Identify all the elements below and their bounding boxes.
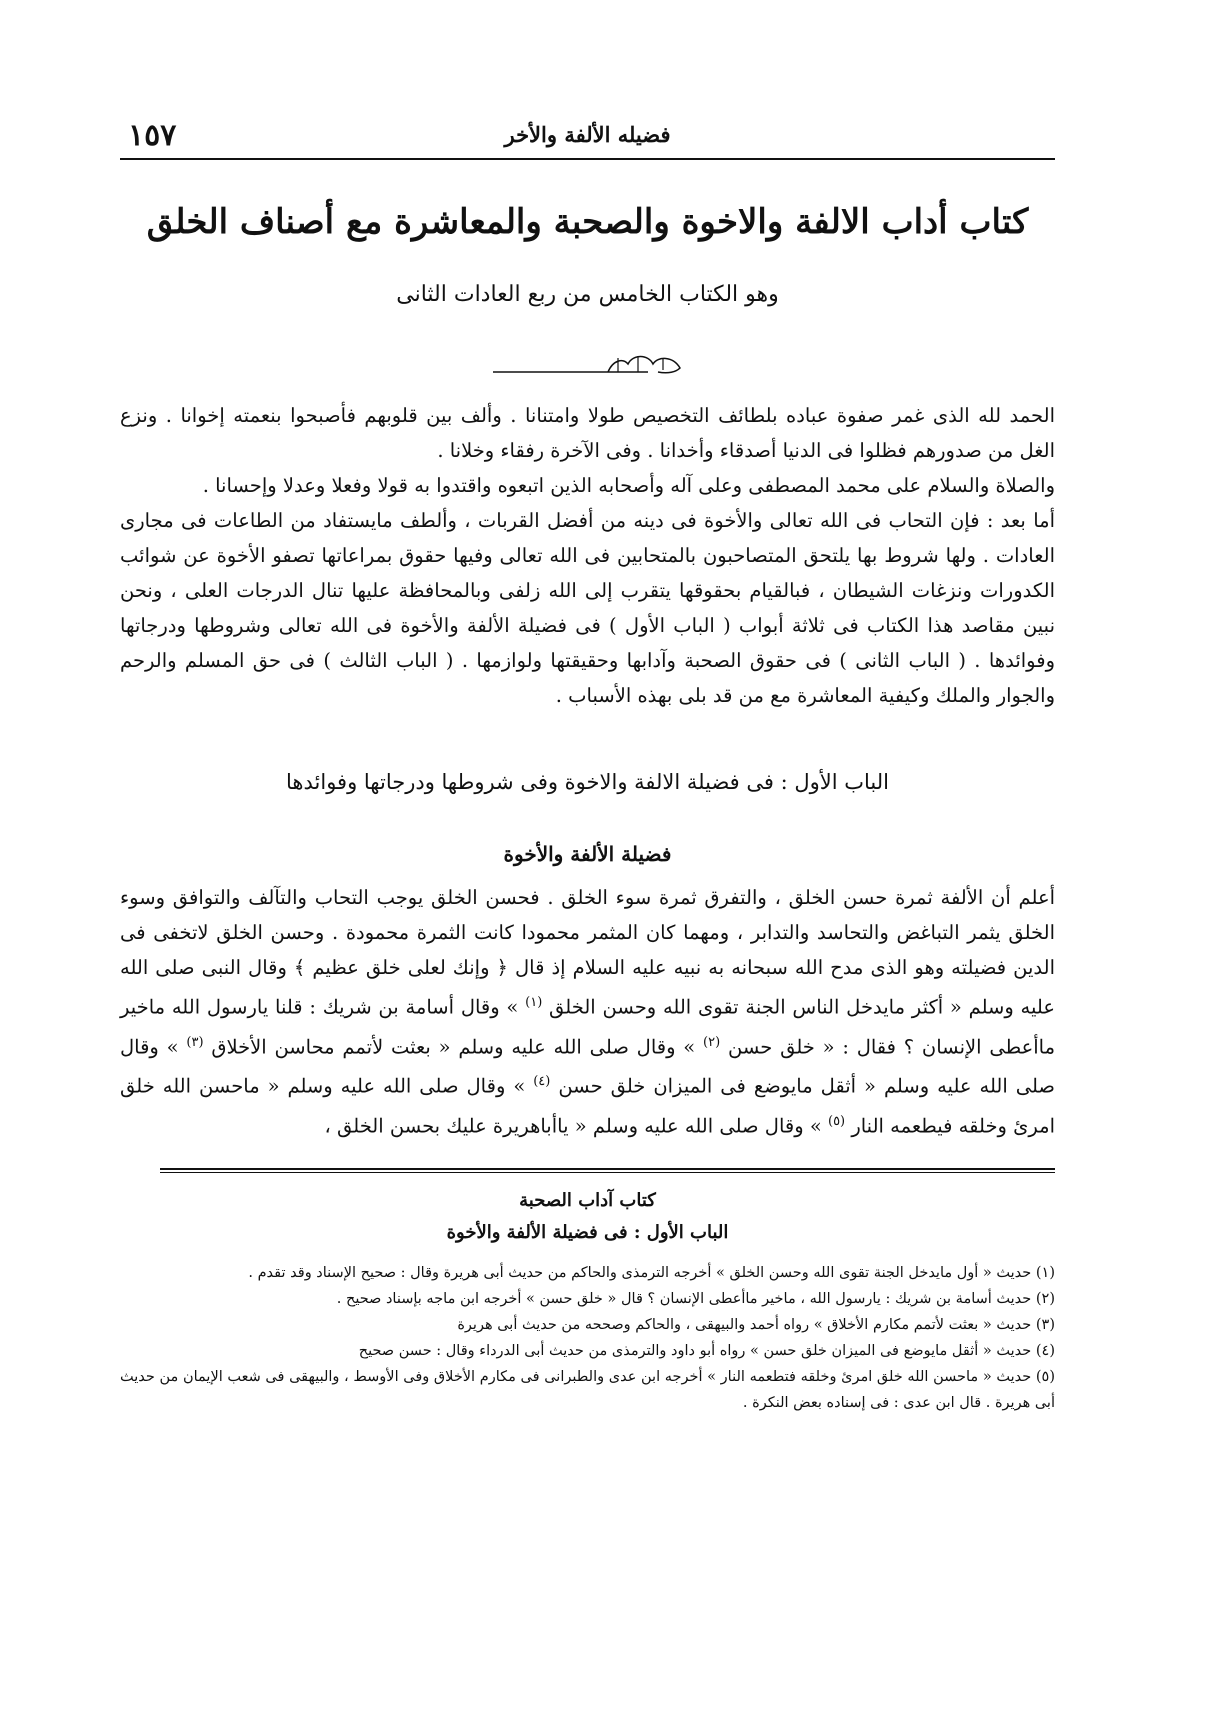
intro-paragraph-3: أما بعد : فإن التحاب فى الله تعالى والأخوة فى دينه من أفضل القربات ، وألطف مايستفاد من الطاعات فى مجارى العادات . ولها شروط بها يلتحق المتصاحبون بالمتحابين فى الله تعالى وفيها حقوق بمراعاتها تصفو الأخوة عن شوائب الكدورات ونزغات الشيطان ، فبالقيام بحقوقها يتقرب إلى الله زلفى وبالمحافظة عليها تنال الدرجات العلى ، ونحن نبين مقاصد هذا الكتاب فى ثلاثة أبواب ( الباب الأول ) فى فضيلة الألفة والأخوة فى الله تعالى وشروطها ودرجاتها وفوائدها . ( الباب الثانى ) فى حقوق الصحبة وآدابها وحقيقتها ولوازمها . ( الباب الثالث ) فى حق المسلم والرحم والجوار والملك وكيفية المعاشرة مع من قد بلى بهذه الأسباب . <box>120 509 1055 707</box>
virtue-paragraph <box>120 880 1055 1143</box>
footnote-marker-4: (٤) <box>533 1074 551 1089</box>
footnote-4: (٤) حديث « أثقل مايوضع فى الميزان خلق حسن » رواه أبو داود والترمذى من حديث أبى الدرداء وقال : حسن صحيح <box>358 1343 1055 1359</box>
footnotes <box>120 1260 1055 1416</box>
virtue-text-4: » وقال صلى الله عليه وسلم « أثقل مايوضع فى الميزان خلق حسن <box>120 1035 1055 1098</box>
footnote-divider-thin <box>160 1172 1055 1173</box>
section-heading: فضيلة الألفة والأخوة <box>503 842 672 866</box>
virtue-text-2: » وقال أسامة بن شريك : قلنا يارسول الله ماخير ماأعطى الإنسان ؟ فقال : « خلق حسن <box>120 995 1056 1058</box>
book-subtitle: وهو الكتاب الخامس من ربع العادات الثانى <box>396 282 779 307</box>
intro-paragraph-2: والصلاة والسلام على محمد المصطفى وعلى آله وأصحابه الذين اتبعوه واقتدوا به قولا وفعلا وعدلا وإحسانا . <box>202 474 1055 497</box>
running-header <box>120 118 1055 158</box>
virtue-text-6: » وقال صلى الله عليه وسلم « ياأباهريرة عليك بحسن الخلق ، <box>324 1114 822 1137</box>
footnote-marker-5: (٥) <box>827 1113 846 1129</box>
virtue-section <box>120 880 1055 1143</box>
footnote-marker-2: (٢) <box>703 1034 721 1050</box>
footnote-divider <box>160 1168 1055 1170</box>
book-page <box>120 100 1055 1680</box>
virtue-text-3: » وقال صلى الله عليه وسلم « بعثت لأتمم محاسن الأخلاق <box>211 1035 696 1058</box>
footnote-book-title: كتاب آداب الصحبة <box>519 1190 656 1211</box>
basmala <box>120 350 1055 380</box>
running-title: فضيله الألفة والأخر <box>504 122 671 147</box>
introduction <box>120 398 1055 713</box>
book-title: كتاب أداب الالفة والاخوة والصحبة والمعاشرة مع أصناف الخلق <box>146 202 1029 242</box>
footnote-1: (١) حديث « أول مايدخل الجنة تقوى الله وحسن الخلق » أخرجه الترمذى والحاكم من حديث أبى هريرة وقال : صحيح الإسناد وقد تقدم . <box>248 1265 1055 1281</box>
page-number: ١٥٧ <box>128 118 177 153</box>
footnote-2: (٢) حديث أسامة بن شريك : يارسول الله ، ماخير ماأعطى الإنسان ؟ قال « خلق حسن » أخرجه ابن ماجه بإسناد صحيح . <box>336 1291 1055 1307</box>
header-rule <box>120 158 1055 160</box>
virtue-text-5: » وقال صلى الله عليه وسلم « ماحسن الله خلق امرئ وخلقه فيطعمه النار <box>120 1074 1055 1137</box>
virtue-text-1: أعلم أن الألفة ثمرة حسن الخلق ، والتفرق ثمرة سوء الخلق . فحسن الخلق يوجب التحاب والتآلف والتوافق وسوء الخلق يثمر التباغض والتحاسد والتدابر ، ومهما كان المثمر محمودا كانت الثمرة محمودة . وحسن الخلق لاتخفى فى الدين فضيلته وهو الذى مدح الله سبحانه به نبيه عليه السلام إذ قال ﴿ وإنك لعلى خلق عظيم ﴾ وقال النبى صلى الله عليه وسلم « أكثر مايدخل الناس الجنة تقوى الله وحسن الخلق <box>120 886 1055 1019</box>
footnote-3: (٣) حديث « بعثت لأتمم مكارم الأخلاق » رواه أحمد والبيهقى ، والحاكم وصححه من حديث أبى هريرة <box>457 1317 1055 1333</box>
footnote-chapter-title: الباب الأول : فى فضيلة الألفة والأخوة <box>446 1222 729 1243</box>
basmala-calligraphy-icon <box>488 350 688 380</box>
footnote-5: (٥) حديث « ماحسن الله خلق امرئ وخلقه فتطعمه النار » أخرجه ابن عدى والطبرانى فى مكارم الأخلاق وفى الأوسط ، والبيهقى فى شعب الإيمان من حديث أبى هريرة . قال ابن عدى : فى إسناده بعض النكرة . <box>120 1369 1055 1411</box>
intro-paragraph-1: الحمد لله الذى غمر صفوة عباده بلطائف التخصيص طولا وامتنانا . وألف بين قلوبهم فأصبحوا بنعمته إخوانا . ونزع الغل من صدورهم فظلوا فى الدنيا أصدقاء وأخدانا . وفى الآخرة رفقاء وخلانا . <box>120 404 1055 462</box>
chapter-heading: الباب الأول : فى فضيلة الالفة والاخوة وفى شروطها ودرجاتها وفوائدها <box>286 770 889 794</box>
footnote-marker-1: (١) <box>525 995 543 1010</box>
footnote-marker-3: (٣) <box>186 1034 204 1050</box>
